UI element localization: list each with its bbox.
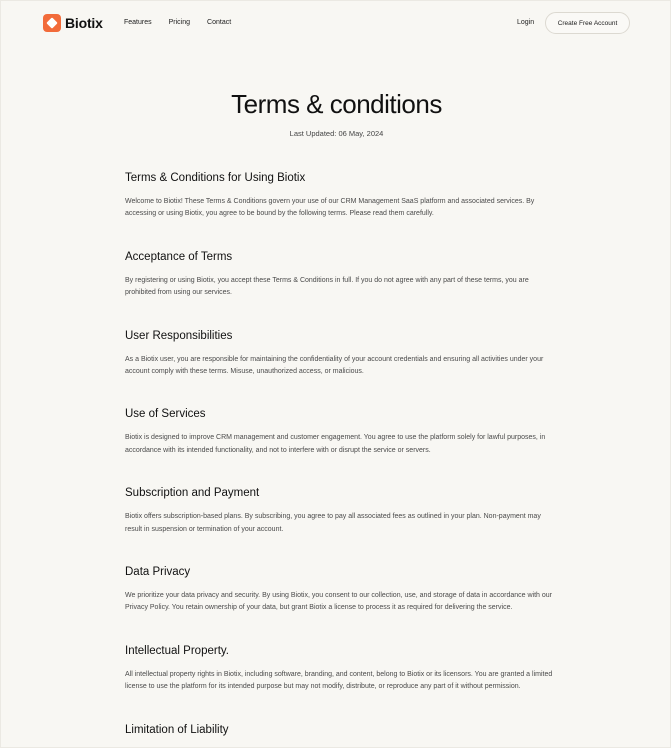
section-heading: Acceptance of Terms (125, 250, 233, 263)
section-heading: Limitation of Liability (125, 723, 229, 736)
brand-name: Biotix (65, 15, 103, 31)
page-title: Terms & conditions (231, 89, 442, 119)
brand-logo-icon (43, 14, 61, 32)
section-limitation-of-liability (125, 723, 553, 738)
nav-link-contact[interactable]: Contact (207, 19, 232, 26)
section-use-of-services (125, 407, 553, 457)
section-heading: Use of Services (125, 408, 206, 421)
section-intellectual-property (125, 644, 553, 694)
nav-link-features[interactable]: Features (124, 19, 152, 26)
main-nav (124, 19, 248, 26)
section-heading: User Responsibilities (125, 329, 233, 342)
section-heading: Data Privacy (125, 566, 191, 579)
last-updated: Last Updated: 06 May, 2024 (289, 129, 384, 138)
site-header (1, 1, 671, 45)
section-heading: Terms & Conditions for Using Biotix (125, 172, 306, 184)
section-subscription (125, 486, 553, 536)
section-data-privacy (125, 565, 553, 615)
create-account-button[interactable]: Create Free Account (545, 12, 630, 34)
login-link[interactable]: Login (517, 19, 535, 26)
brand-logo[interactable] (43, 14, 103, 32)
section-body: Biotix is designed to improve CRM management and customer engagement. You agree to use the platform solely for lawful purposes, in accordance with its intended functionality, and not to interfere with or disrupt the service or servers. (125, 434, 546, 454)
section-body: By registering or using Biotix, you accept these Terms & Conditions in full. If you do not agree with any part of these terms, you are prohibited from using our services. (125, 276, 529, 297)
section-body: As a Biotix user, you are responsible for maintaining the confidentiality of your account credentials and ensuring all activities under your account comply with these terms. Misuse, unauthorized access, or malicious. (125, 355, 544, 376)
section-acceptance (125, 250, 553, 300)
section-body: All intellectual property rights in Biotix, including software, branding, and content, belong to Biotix or its licensors. You are granted a limited license to use the platform for its intended purpose but may not modify, distribute, or reproduce any part of it without permission. (125, 670, 553, 691)
nav-link-pricing[interactable]: Pricing (168, 19, 191, 26)
section-body: Biotix offers subscription-based plans. By subscribing, you agree to pay all associated fees as outlined in your plan. Non-payment may result in suspension or termination of your account. (125, 513, 541, 533)
terms-content (125, 171, 553, 748)
section-heading: Subscription and Payment (125, 487, 260, 500)
section-body: Welcome to Biotix! These Terms & Conditions govern your use of our CRM Management SaaS platform and associated services. By accessing or using Biotix, you agree to be bound by the following terms. Please read them carefully. (125, 198, 535, 218)
section-body: We prioritize your data privacy and security. By using Biotix, you consent to our collection, use, and storage of data in accordance with our Privacy Policy. You retain ownership of your data, but grant Biotix a license to process it as required for delivering the service. (125, 592, 552, 612)
section-heading: Intellectual Property. (125, 644, 229, 657)
section-user-responsibilities (125, 329, 553, 379)
section-terms-overview (125, 171, 553, 221)
